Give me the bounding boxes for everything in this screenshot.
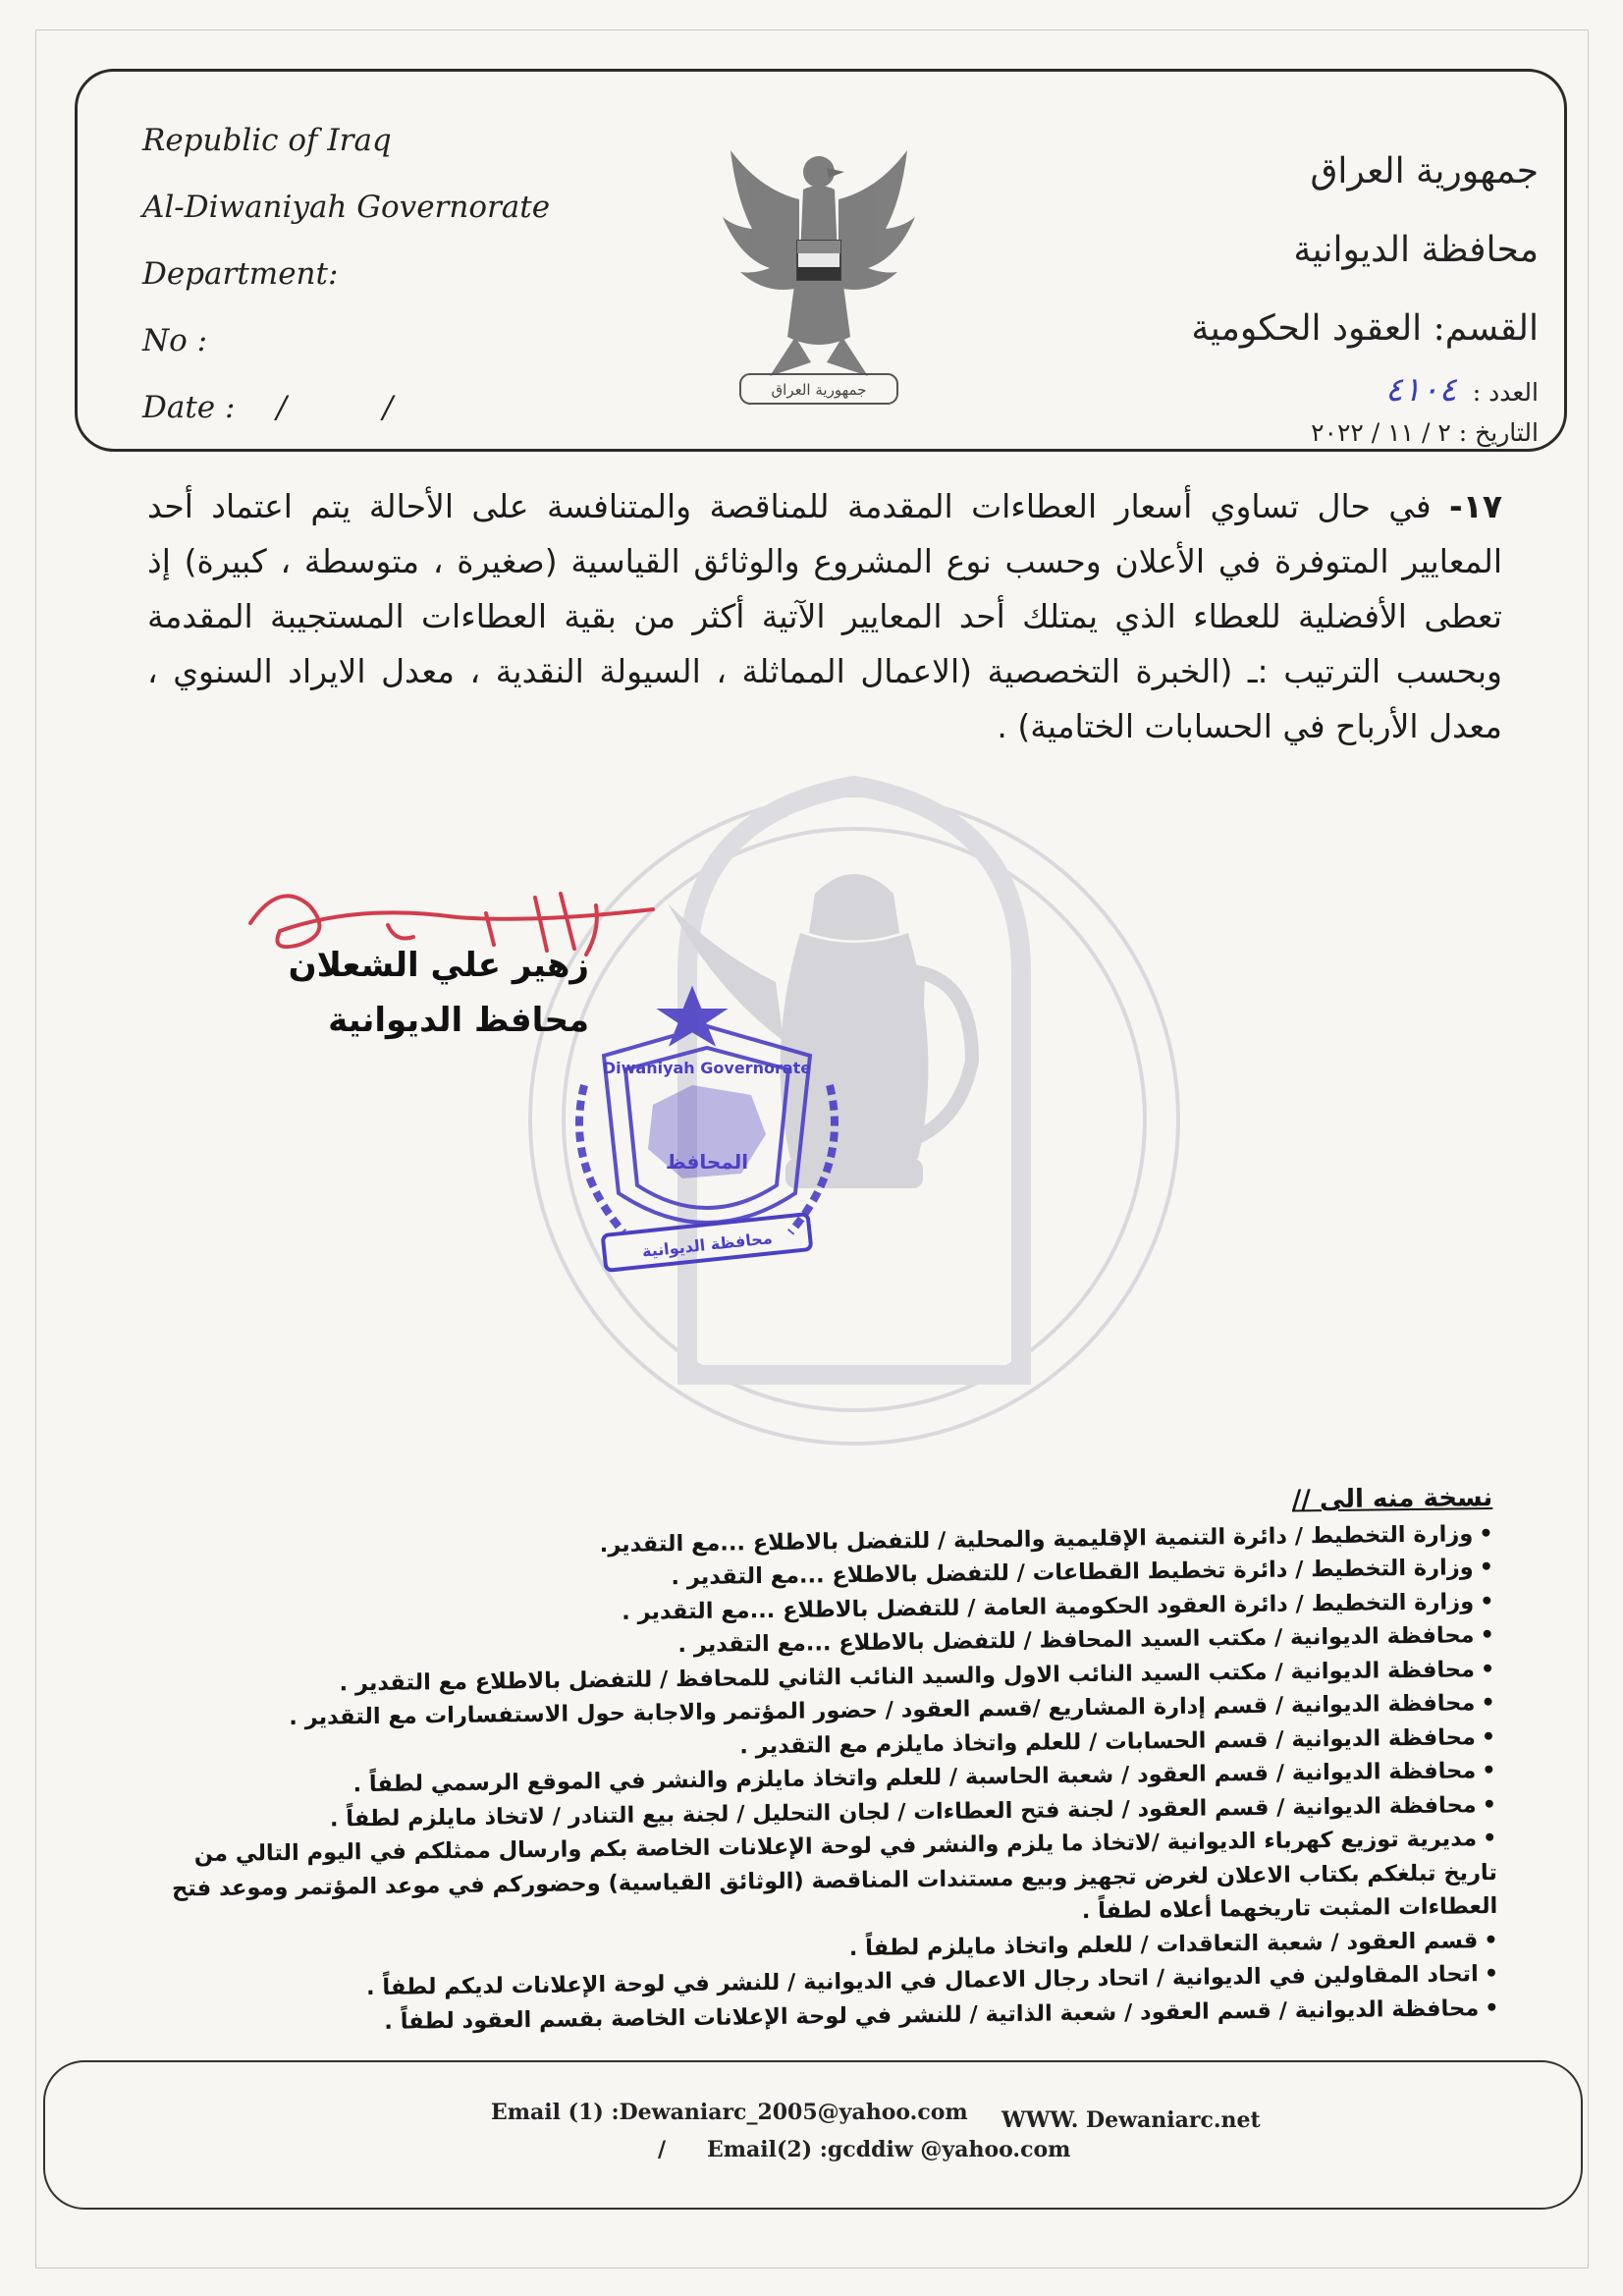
number-label-en: No :	[142, 323, 208, 358]
website: WWW. Dewaniarc.net	[1001, 2107, 1261, 2133]
date-label-en: Date :	[142, 390, 236, 425]
clause-text: في حال تساوي أسعار العطاءات المقدمة للمناقصة والمتنافسة على الأحالة يتم اعتماد أحد المعايير المتوفرة في الأعلان وحسب نوع المشروع والوثائق القياسية (صغيرة ، متوسطة ، كبيرة) إذ تعطى الأفضلية للعطاء الذي يمتلك أحد المعايير الآتية أكثر من بقية العطاءات المستجيبة المقدمة وبحسب الترتيب :ـ (الخبرة التخصصية (الاعمال المماثلة ، السيولة النقدية ، معدل الايراد السنوي ، معدل الأرباح في الحسابات الختامية) .	[147, 487, 1502, 745]
official-stamp	[545, 967, 869, 1291]
governorate-en: Al-Diwaniyah Governorate	[142, 190, 551, 225]
governorate-ar: محافظة الديوانية	[1293, 230, 1539, 270]
copies-item: •محافظة الديوانية / قسم العقود / لجنة فتح العطاءات / لجان التحليل / لجنة بيع التنادر / لاتخاذ مايلزم لطفاً .	[329, 1791, 1497, 1831]
copies-item: •محافظة الديوانية / قسم العقود / شعبة الحاسبة / للعلم واتخاذ مايلزم والنشر في الموقع الرسمي لطفاً .	[352, 1757, 1496, 1798]
date-row-en	[142, 374, 550, 441]
copies-item: •قسم العقود / شعبة التعاقدات / للعلم واتخاذ مايلزم لطفاً .	[848, 1927, 1498, 1961]
clause-number: ١٧-	[1449, 487, 1502, 525]
date-slashes-en: / /	[276, 390, 437, 425]
signature-block	[265, 938, 589, 1048]
copies-list	[167, 1481, 1499, 2041]
letterhead-arabic	[1191, 133, 1539, 455]
email-1: Email (1) :Dewaniarc_2005@yahoo.com	[491, 2100, 968, 2125]
email-2: Email(2) :gcddiw @yahoo.com	[707, 2137, 1071, 2162]
department-label-en: Department:	[142, 256, 339, 292]
stamp-bottom-text: محافظة الديوانية	[640, 1229, 774, 1261]
governor-title: محافظ الديوانية	[328, 1001, 589, 1040]
date-label-ar: التاريخ :	[1458, 418, 1539, 447]
letterhead	[75, 69, 1567, 452]
emblem-caption: جمهورية العراق	[771, 381, 867, 399]
number-value-ar: ٤١٠٤	[1384, 370, 1457, 410]
copies-item: •محافظة الديوانية / مكتب السيد النائب الاول والسيد النائب الثاني للمحافظ / للتفضل بالاطلاع مع التقدير .	[339, 1656, 1495, 1696]
copies-item: •وزارة التخطيط / دائرة العقود الحكومية العامة / للتفضل بالاطلاع ...مع التقدير .	[621, 1588, 1494, 1625]
copies-item: •وزارة التخطيط / دائرة تخطيط القطاعات / للتفضل بالاطلاع ...مع التقدير .	[671, 1554, 1494, 1591]
copies-item: •محافظة الديوانية / قسم الحسابات / للعلم واتخاذ مايلزم مع التقدير .	[739, 1723, 1496, 1759]
copies-item: •محافظة الديوانية / مكتب السيد المحافظ / للتفضل بالاطلاع ...مع التقدير .	[677, 1621, 1495, 1659]
copies-item: •محافظة الديوانية / قسم إدارة المشاريع /قسم العقود / حضور المؤتمر والاجابة حول الاستفسارات مع التقدير .	[289, 1689, 1495, 1730]
copies-item: •مديرية توزيع كهرباء الديوانية /لاتخاذ ما يلزم والنشر في لوحة الإعلانات الخاصة بكم وارسال ممثلكم في اليوم التالي من تاريخ تبلغكم بكتاب الاعلان لغرض تجهيز وبيع مستندات المناقصة (الوثائق القياسية) وحضوركم في موعد المؤتمر وموعد فتح العطاءات المثبت تاريخهما أعلاه لطفاً .	[171, 1825, 1498, 1925]
copies-item: •وزارة التخطيط / دائرة التنمية الإقليمية والمحلية / للتفضل بالاطلاع ...مع التقدير.	[599, 1520, 1493, 1558]
number-label-ar: العدد :	[1472, 378, 1539, 407]
department-ar: القسم: العقود الحكومية	[1191, 308, 1539, 349]
governor-name: زهير علي الشعلان	[288, 946, 589, 985]
copies-item: •اتحاد المقاولين في الديوانية / اتحاد رجال الاعمال في الديوانية / للنشر في لوحة الإعلانات لديكم لطفاً .	[365, 1960, 1499, 2001]
country-en: Republic of Iraq	[142, 123, 392, 158]
footer-slash: /	[658, 2137, 667, 2162]
footer-contacts	[491, 2100, 1355, 2170]
clause-17	[147, 479, 1502, 754]
copies-item: •محافظة الديوانية / قسم العقود / شعبة الذاتية / للنشر في لوحة الإعلانات الخاصة بقسم العقود لطفاً .	[384, 1995, 1499, 2035]
date-value-ar: ٢ / ١١ / ٢٠٢٢	[1311, 418, 1451, 447]
eagle-emblem	[701, 131, 937, 415]
number-row-ar	[1191, 368, 1539, 411]
stamp-top-text: Diwaniyah Governorate	[602, 1059, 812, 1077]
letterhead-english	[142, 107, 550, 441]
date-row-ar	[1191, 411, 1539, 455]
copies-heading: نسخة منه الى //	[1291, 1482, 1493, 1515]
country-ar: جمهورية العراق	[1310, 151, 1539, 191]
stamp-center-text: المحافظ	[665, 1150, 749, 1174]
